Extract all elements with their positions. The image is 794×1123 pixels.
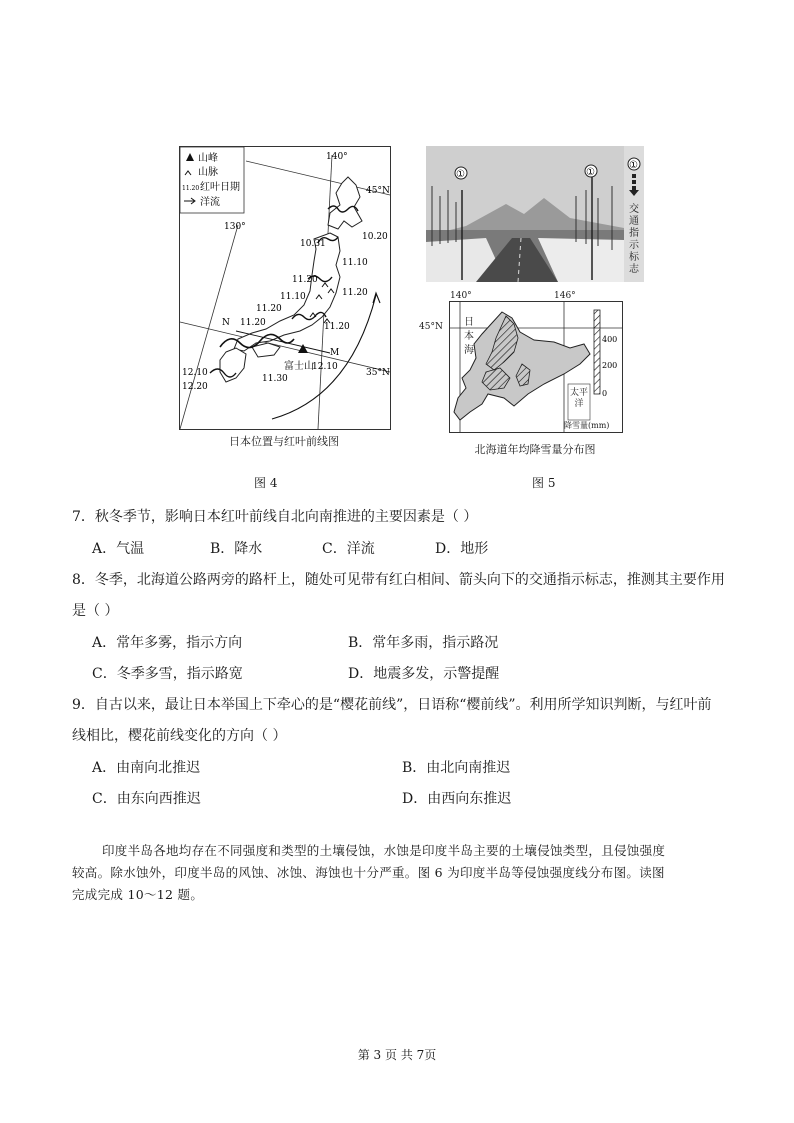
passage-line-1: 印度半岛各地均存在不同强度和类型的土壤侵蚀，水蚀是印度半岛主要的土壤侵蚀类型，且侵蚀强度	[102, 843, 666, 858]
page-footer: 第 3 页 共 7页	[357, 1048, 437, 1062]
question-8-stem-line2: 是（ ）	[72, 603, 119, 619]
figure-5-number: 图 5	[532, 476, 556, 490]
passage-line-2: 较高。除水蚀外，印度半岛的风蚀、冰蚀、海蚀也十分严重。图 6 为印度半岛等侵蚀强度线分布图。读图	[72, 865, 665, 880]
figure-5-road-photo	[426, 146, 644, 282]
date-label-4: 11.20	[292, 275, 318, 285]
marker-left-label: ①	[456, 169, 465, 180]
legend-peak-label: 山峰	[198, 153, 218, 164]
date-label-3: 11.10	[342, 258, 368, 268]
question-9-option-a: A．由南向北推迟	[92, 760, 201, 776]
figure-4-number: 图 4	[254, 476, 278, 490]
question-7-stem: 7．秋冬季节，影响日本红叶前线自北向南推进的主要因素是（ ）	[72, 509, 478, 525]
legend-range-label: 山脉	[198, 167, 218, 178]
passage-line-3: 完成完成 10～12 题。	[72, 887, 204, 902]
figure-4-japan-map	[179, 146, 391, 430]
mount-fuji-peak	[298, 344, 308, 353]
question-8-option-a: A．常年多雾，指示方向	[92, 635, 243, 651]
figure-5-hokkaido-map	[449, 291, 623, 433]
point-m-label: M	[330, 348, 340, 358]
question-7-option-b: B．降水	[210, 541, 263, 557]
question-8-option-d: D．地震多发，示警提醒	[348, 666, 500, 682]
date-label-1: 10.20	[362, 232, 388, 242]
legend-date-label: 红叶日期	[200, 182, 240, 193]
sign-arrow-stripes	[632, 174, 636, 190]
snowfall-scale-unit-label: 降雪量(mm)	[564, 421, 610, 430]
question-9-option-d: D．由西向东推迟	[402, 791, 512, 807]
date-label-10: 11.30	[262, 374, 288, 384]
hokkaido-island	[328, 177, 362, 229]
legend-current-label: 洋流	[200, 197, 220, 208]
marker-right-label: ①	[586, 167, 595, 178]
question-8-option-b: B．常年多雨，指示路况	[348, 635, 499, 651]
question-7-option-d: D．地形	[435, 541, 489, 557]
figure-4-caption: 日本位置与红叶前线图	[229, 435, 339, 448]
lon-140-label: 140°	[326, 152, 348, 162]
date-label-5: 11.10	[280, 292, 306, 302]
kyushu-island	[220, 348, 246, 382]
question-7-option-c: C．洋流	[322, 541, 375, 557]
date-label-8: 11.20	[240, 318, 266, 328]
snowfall-scale-bar	[594, 310, 600, 394]
question-7-option-a: A．气温	[92, 541, 145, 557]
sea-of-japan-label: 日本海	[464, 317, 474, 356]
figure-5-caption: 北海道年均降雪量分布图	[474, 443, 596, 456]
question-8-stem-line1: 8．冬季，北海道公路两旁的路杆上，随处可见带有红白相间、箭头向下的交通指示标志，推测其主要作用	[72, 572, 725, 588]
legend-date-sample: 11.20	[182, 185, 200, 192]
date-label-2: 10.31	[300, 239, 326, 249]
sign-strip-marker-label: ①	[629, 160, 638, 171]
lon-146-label: 146°	[554, 291, 576, 301]
date-label-6: 11.20	[342, 288, 368, 298]
question-8-option-c: C．冬季多雪，指示路宽	[92, 666, 243, 682]
scale-400-label: 400	[602, 335, 618, 344]
scale-0-label: 0	[602, 389, 608, 398]
point-n-label: N	[222, 318, 230, 328]
road-photo-svg	[426, 146, 644, 282]
date-label-13: 12.20	[182, 382, 208, 392]
japan-map-svg	[180, 147, 390, 429]
date-label-7: 11.20	[256, 304, 282, 314]
question-9-option-c: C．由东向西推迟	[92, 791, 201, 807]
date-label-11: 12.10	[312, 362, 338, 372]
mount-fuji-label: 富士山	[284, 361, 314, 372]
question-9-option-b: B．由北向南推迟	[402, 760, 511, 776]
lon-140-label: 140°	[450, 291, 472, 301]
question-9-stem-line2: 线相比，樱花前线变化的方向（ ）	[72, 728, 287, 744]
fig5-lat-45-label: 45°N	[419, 322, 443, 332]
date-label-12: 12.10	[182, 368, 208, 378]
lat-45-label: 45°N	[366, 186, 390, 196]
sign-vertical-text: 交通指示标志	[629, 204, 639, 275]
question-9-stem-line1: 9．自古以来，最让日本举国上下牵心的是“樱花前线”，日语称“樱前线”。利用所学知识判断，与红叶前	[72, 697, 712, 713]
lat-35-label: 35°N	[366, 368, 390, 378]
lon-130-label: 130°	[224, 222, 246, 232]
scale-200-label: 200	[602, 361, 618, 370]
date-label-9: 11.20	[324, 322, 350, 332]
pacific-ocean-label: 太平洋	[569, 388, 588, 409]
